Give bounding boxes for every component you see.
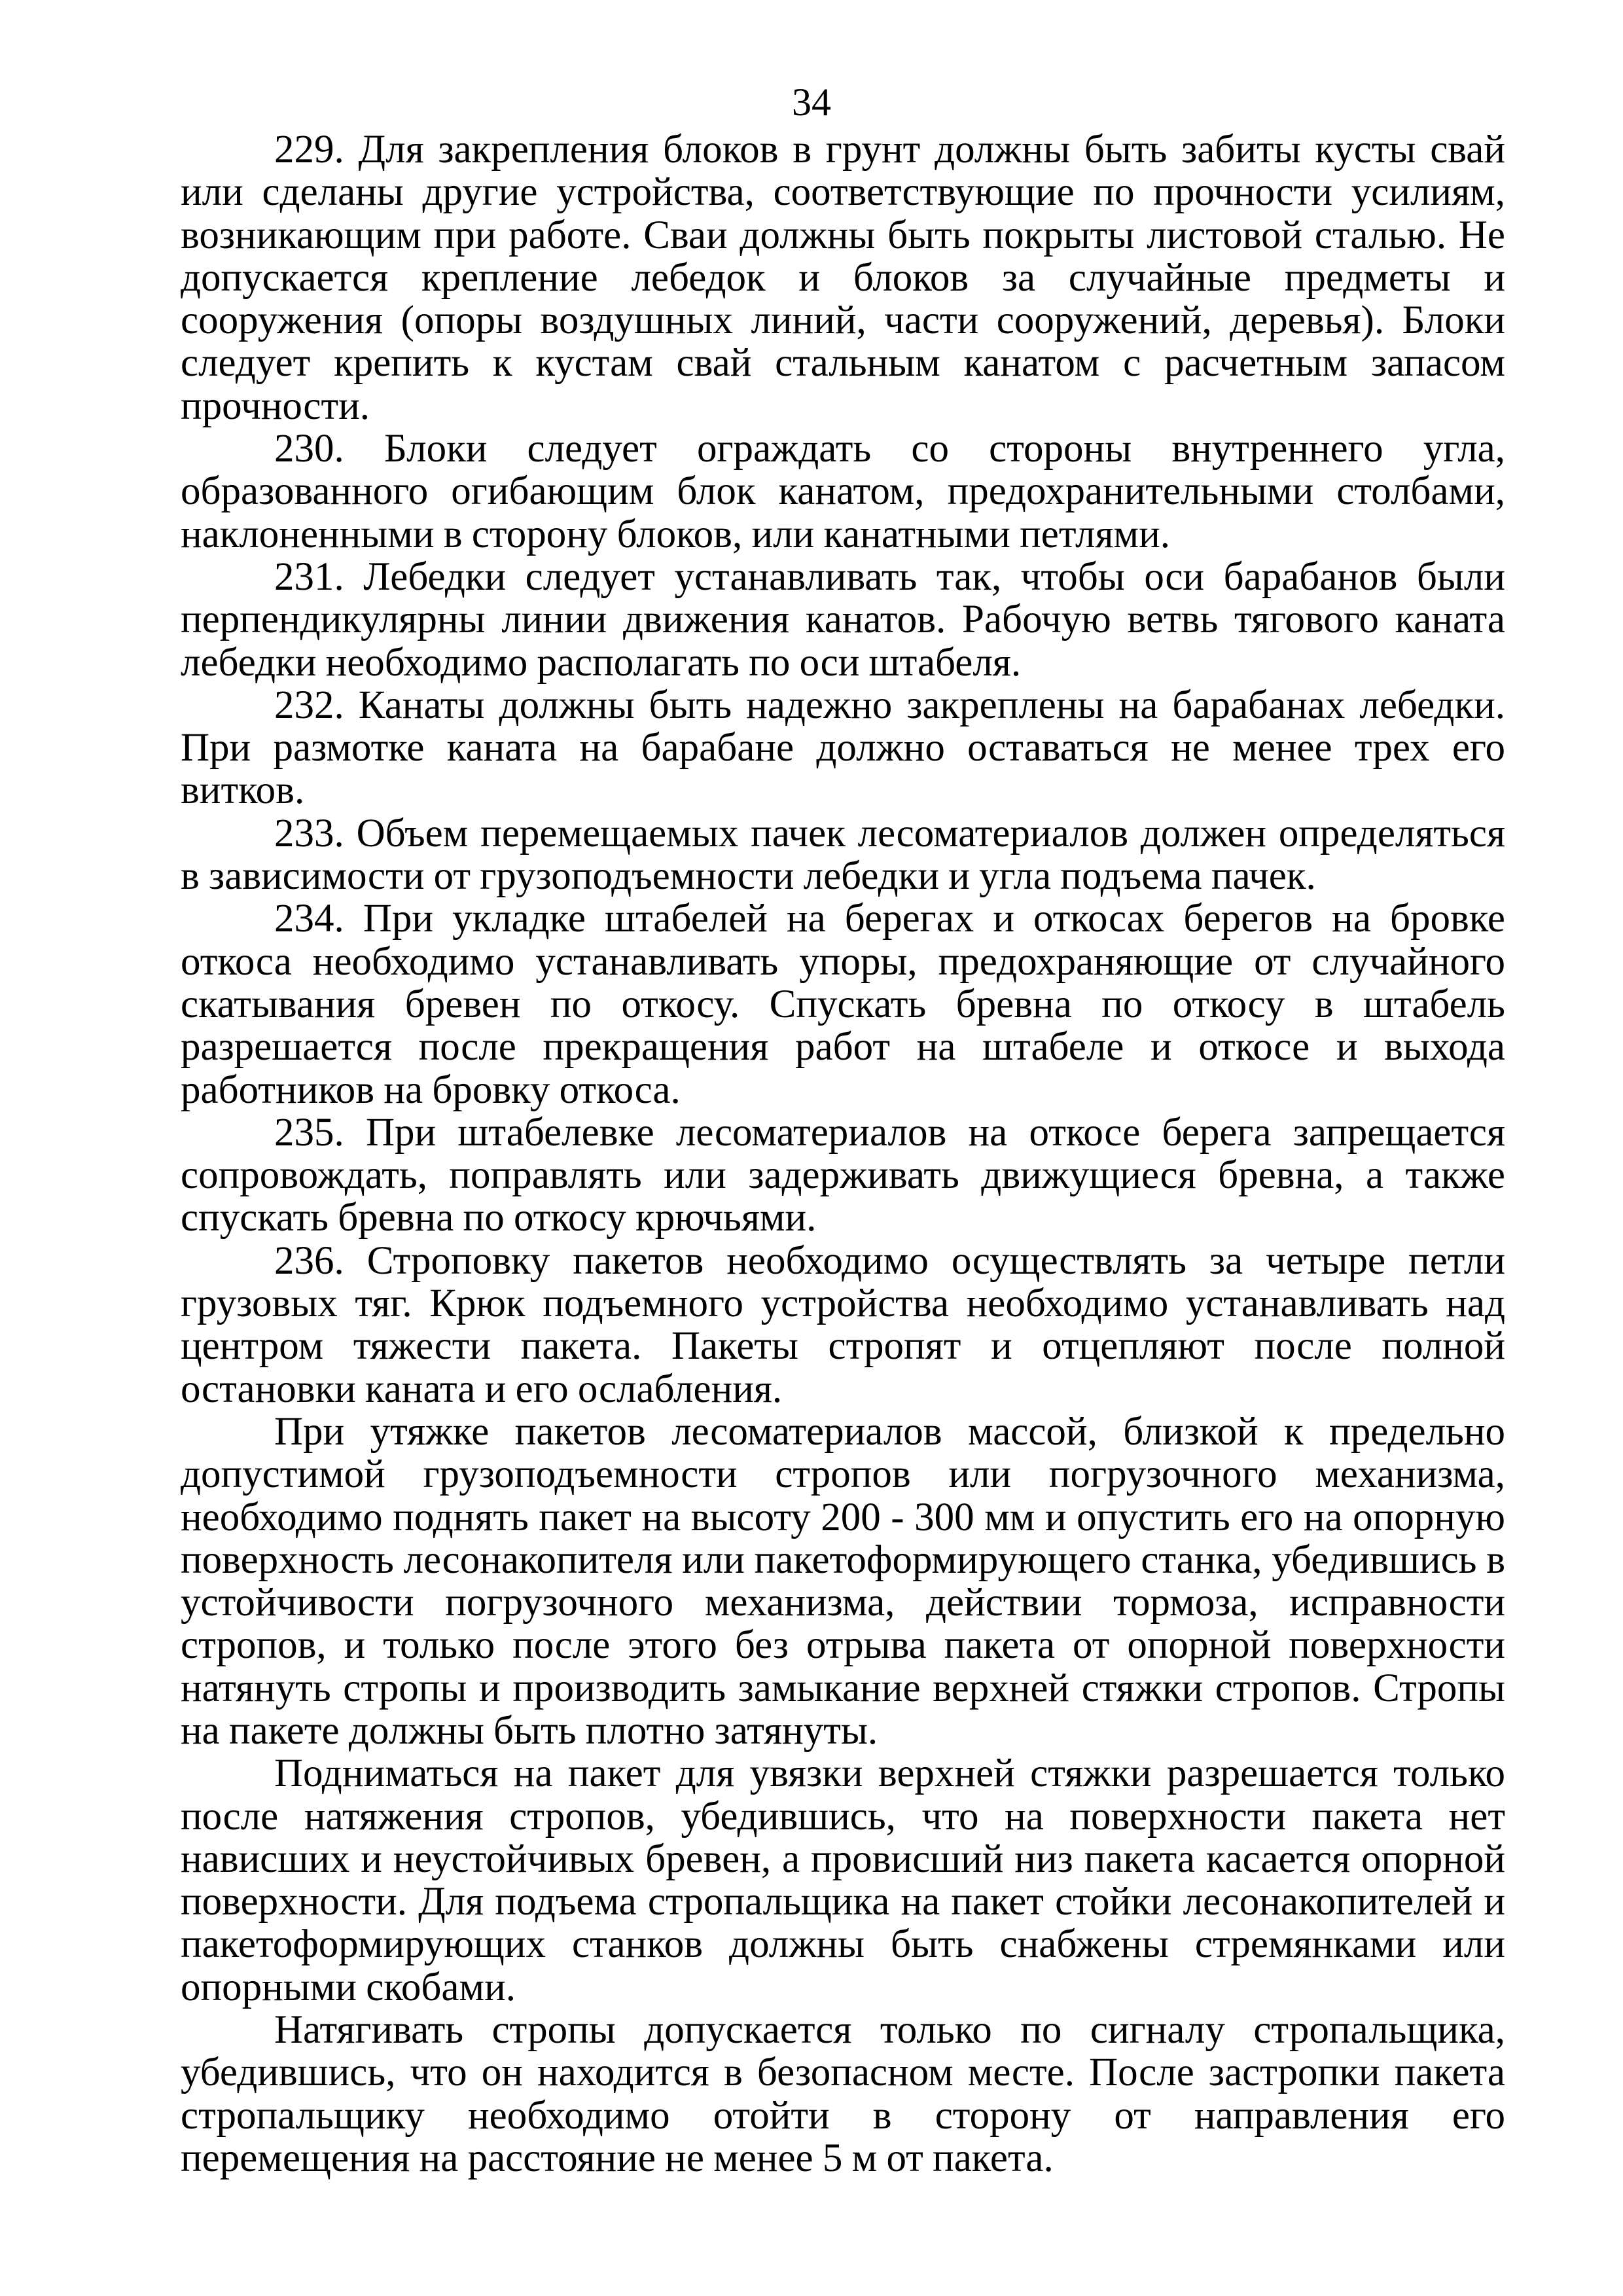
paragraph-234: 234. При укладке штабелей на берегах и откосах берегов на бровке откоса необходимо устанавливать упоры, предохраняющие от случайного скатывания бревен по откосу. Спускать бревна по откосу в штабель разрешается после прекращения работ на штабеле и откосе и выхода работников на бровку откоса.	[181, 897, 1505, 1112]
paragraph-231: 231. Лебедки следует устанавливать так, чтобы оси барабанов были перпендикулярны линии движения канатов. Рабочую ветвь тягового каната лебедки необходимо располагать по оси штабеля.	[181, 554, 1505, 685]
paragraph-236-package-tightening: При утяжке пакетов лесоматериалов массой, близкой к предельно допустимой грузоподъемности стропов или погрузочного механизма, необходимо поднять пакет на высоту 200 - 300 мм и опустить его на опорную поверхность лесонакопителя или пакетоформирующего станка, убедившись в устойчивости погрузочного механизма, действии тормоза, исправности стропов, и только после этого без отрыва пакета от опорной поверхности натянуть стропы и производить замыкание верхней стяжки стропов. Стропы на пакете должны быть плотно затянуты.	[181, 1409, 1505, 1753]
paragraph-236-sling-tensioning: Натягивать стропы допускается только по сигналу стропальщика, убедившись, что он находится в безопасном месте. После застропки пакета стропальщику необходимо отойти в сторону от направления его перемещения на расстояние не менее 5 м от пакета.	[181, 2008, 1505, 2180]
document-body	[181, 128, 1505, 2179]
paragraph-232: 232. Канаты должны быть надежно закреплены на барабанах лебедки. При размотке каната на барабане должно оставаться не менее трех его витков.	[181, 683, 1505, 813]
page-number: 34	[792, 81, 831, 124]
paragraph-229: 229. Для закрепления блоков в грунт должны быть забиты кусты свай или сделаны другие устройства, соответствующие по прочности усилиям, возникающим при работе. Сваи должны быть покрыты листовой сталью. Не допускается крепление лебедок и блоков за случайные предметы и сооружения (опоры воздушных линий, части сооружений, деревья). Блоки следует крепить к кустам свай стальным канатом с расчетным запасом прочности.	[181, 128, 1505, 428]
paragraph-230: 230. Блоки следует ограждать со стороны внутреннего угла, образованного огибающим блок канатом, предохранительными столбами, наклоненными в сторону блоков, или канатными петлями.	[181, 427, 1505, 556]
paragraph-236: 236. Строповку пакетов необходимо осуществлять за четыре петли грузовых тяг. Крюк подъемного устройства необходимо устанавливать над центром тяжести пакета. Пакеты стропят и отцепляют после полной остановки каната и его ослабления.	[181, 1238, 1505, 1411]
paragraph-236-climbing-on-package: Подниматься на пакет для увязки верхней стяжки разрешается только после натяжения стропов, убедившись, что на поверхности пакета нет нависших и неустойчивых бревен, а провисший низ пакета касается опорной поверхности. Для подъема стропальщика на пакет стойки лесонакопителей и пакетоформирующих станков должны быть снабжены стремянками или опорными скобами.	[181, 1751, 1505, 2009]
paragraph-235: 235. При штабелевке лесоматериалов на откосе берега запрещается сопровождать, поправлять или задерживать движущиеся бревна, а также спускать бревна по откосу крючьями.	[181, 1110, 1505, 1240]
paragraph-233: 233. Объем перемещаемых пачек лесоматериалов должен определяться в зависимости от грузоподъемности лебедки и угла подъема пачек.	[181, 811, 1505, 899]
